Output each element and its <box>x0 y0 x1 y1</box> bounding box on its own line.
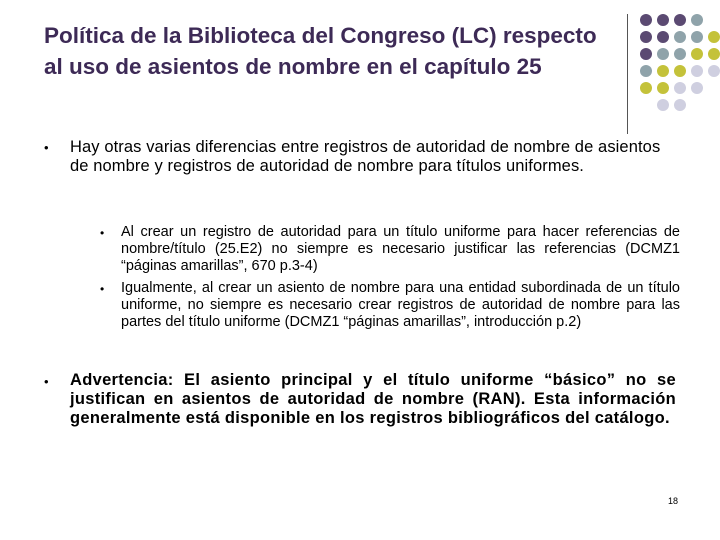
bullet-marker: • <box>44 374 49 389</box>
decor-dot <box>691 82 703 94</box>
decorative-divider <box>627 14 628 134</box>
decor-dot <box>640 82 652 94</box>
sub-bullet-item <box>100 280 680 331</box>
decor-dot <box>657 82 669 94</box>
warning-paragraph: Advertencia: El asiento principal y el título uniforme “básico” no se justifican en asientos de autoridad de nombre (RAN). Esta información generalmente está disponible en los registros bibliográficos del catálogo. <box>70 371 676 427</box>
decor-dot <box>657 99 669 111</box>
decor-dot <box>674 99 686 111</box>
sub-bullet-text: Igualmente, al crear un asiento de nombre para una entidad subordinada de un título uniforme, no siempre es necesario crear registros de autoridad de nombre para las partes del título uniforme (DCMZ1 “páginas amarillas”, introducción p.2) <box>121 280 680 330</box>
sub-bullet-marker: • <box>100 282 105 296</box>
decor-dot <box>708 48 720 60</box>
decor-dot <box>674 31 686 43</box>
decor-dot <box>691 48 703 60</box>
bullet-paragraph-1: Hay otras varias diferencias entre registros de autoridad de nombre de asientos de nombre y registros de autoridad de nombre para títulos uniformes. <box>70 138 661 175</box>
decor-dot <box>640 31 652 43</box>
decor-dot <box>691 65 703 77</box>
slide-title: Política de la Biblioteca del Congreso (LC) respecto al uso de asientos de nombre en el capítulo 25 <box>44 23 597 79</box>
decor-dot <box>640 14 652 26</box>
decor-dot <box>657 31 669 43</box>
decor-dot <box>691 31 703 43</box>
decor-dot <box>657 65 669 77</box>
decor-dot <box>640 65 652 77</box>
decor-dot <box>674 65 686 77</box>
decor-dot <box>640 48 652 60</box>
decor-dot <box>708 31 720 43</box>
decor-dot <box>657 14 669 26</box>
sub-bullet-marker: • <box>100 226 105 240</box>
decor-dot <box>708 65 720 77</box>
decor-dot <box>674 14 686 26</box>
decor-dot <box>657 48 669 60</box>
sub-bullet-item <box>100 224 680 275</box>
decor-dot <box>691 14 703 26</box>
sub-bullet-text: Al crear un registro de autoridad para un título uniforme para hacer referencias de nombre/título (25.E2) no siempre es necesario justificar las referencias (DCMZ1 “páginas amarillas”, 670 p.3-4) <box>121 224 680 274</box>
decor-dot <box>674 82 686 94</box>
decor-dot <box>674 48 686 60</box>
bullet-marker: • <box>44 140 49 155</box>
page-number: 18 <box>667 496 678 506</box>
